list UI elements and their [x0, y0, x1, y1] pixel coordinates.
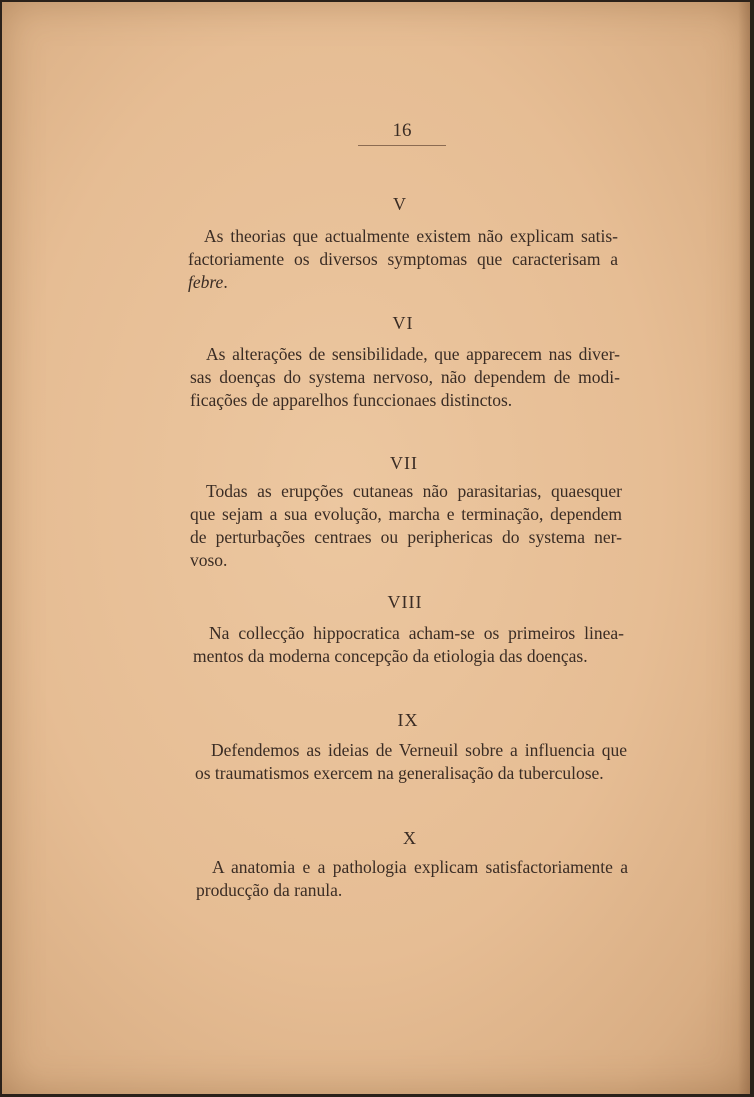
text-line: de perturbações centraes ou periphericas do systema ner- — [190, 527, 622, 547]
text-line: producção da ranula. — [196, 880, 343, 900]
page-edge-shadow — [738, 2, 750, 1094]
section-text-ix — [195, 739, 627, 785]
text-line: As alterações de sensibilidade, que apparecem nas diver- — [206, 344, 620, 364]
text-line: ficações de apparelhos funccionaes distinctos. — [190, 390, 513, 410]
section-text-v — [188, 225, 618, 294]
page-number: 16 — [392, 120, 412, 141]
text-line: os traumatismos exercem na generalisação da tuberculose. — [195, 763, 604, 783]
section-numeral-vi: VI — [392, 313, 414, 333]
text-punctuation: . — [223, 272, 228, 292]
text-line: Todas as erupções cutaneas não parasitarias, quaesquer — [206, 481, 622, 501]
text-line: que sejam a sua evolução, marcha e terminação, dependem — [190, 504, 622, 524]
text-line: A anatomia e a pathologia explicam satisfactoriamente a — [212, 857, 628, 877]
book-page — [2, 2, 750, 1094]
section-numeral-ix: IX — [397, 710, 419, 730]
text-line: Defendemos as ideias de Verneuil sobre a influencia que — [211, 740, 627, 760]
text-line: Na collecção hippocratica acham-se os primeiros linea- — [209, 623, 624, 643]
section-text-x — [196, 856, 628, 902]
section-text-vi — [190, 343, 620, 412]
text-line: factoriamente os diversos symptomas que caracterisam a — [188, 249, 618, 269]
section-numeral-v: V — [393, 194, 407, 214]
section-numeral-x: X — [403, 828, 417, 848]
section-text-vii — [190, 480, 622, 572]
text-line: voso. — [190, 550, 228, 570]
section-numeral-viii: VIII — [387, 592, 423, 612]
text-line: As theorias que actualmente existem não explicam satis- — [204, 226, 618, 246]
section-numeral-vii: VII — [390, 453, 418, 473]
text-line: sas doenças do systema nervoso, não dependem de modi- — [190, 367, 620, 387]
text-line: mentos da moderna concepção da etiologia das doenças. — [193, 646, 588, 666]
section-text-viii — [193, 622, 624, 668]
text-line — [188, 271, 618, 294]
italic-word: febre — [188, 272, 224, 292]
page-number-rule — [358, 145, 446, 146]
